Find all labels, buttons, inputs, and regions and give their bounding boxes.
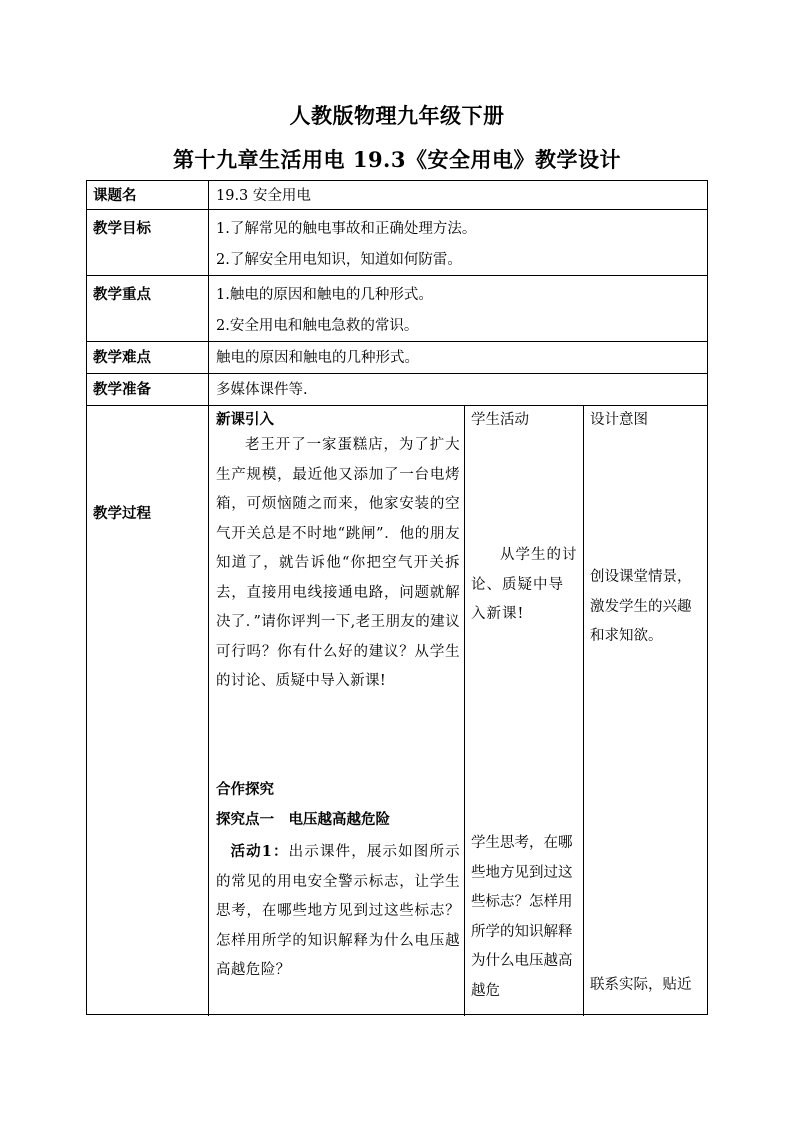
activity1-body: 出示课件，展示如图所示的常见的用电安全警示标志，让学生思考，在哪些地方见到过这些标志？怎样用所学的知识解释为什么电压越高越危险？ (216, 844, 460, 978)
intro-heading: 新课引入 (216, 411, 274, 428)
activity1-text (216, 837, 460, 986)
explore-heading: 合作探究 (216, 781, 274, 798)
row-divider (87, 341, 707, 342)
preparation-label: 教学准备 (93, 381, 151, 398)
goals-label: 教学目标 (93, 220, 151, 237)
student-activity-header: 学生活动 (471, 412, 529, 428)
key-point-item: 1.触电的原因和触电的几种形式。 (216, 287, 433, 303)
intro-text: 老王开了一家蛋糕店，为了扩大生产规模，最近他又添加了一台电烤箱，可烦恼随之而来，他家安装的空气开关总是不时地“跳闸”．他的朋友知道了，就告诉他“你把空气开关拆去，直接用电线接通电路，问题就解决了．”请你评判一下,老王朋友的建议可行吗？你有什么好的建议？从学生的讨论、质疑中导入新课! (216, 437, 460, 689)
activity1-student: 学生思考，在哪些地方见到过这些标志？怎样用所学的知识解释为什么电压越高越危 (471, 835, 573, 999)
topic-label: 课题名 (93, 187, 137, 204)
col-divider (583, 405, 584, 1016)
lesson-plan-table (86, 180, 708, 1015)
activity1-label: 活动1： (230, 843, 289, 860)
activity1-intent: 联系实际，贴近 (590, 977, 692, 993)
preparation-value: 多媒体课件等. (216, 382, 308, 398)
key-points-label: 教学重点 (93, 286, 151, 303)
topic-value: 19.3 安全用电 (216, 188, 311, 204)
process-label: 教学过程 (93, 505, 151, 522)
goal-item: 1.了解常见的触电事故和正确处理方法。 (216, 221, 477, 237)
intro-student-activity: 从学生的讨论、质疑中导入新课! (471, 547, 578, 622)
col-divider (208, 181, 209, 1016)
goal-item: 2.了解安全用电知识，知道如何防雷。 (216, 252, 462, 268)
design-intent-header: 设计意图 (590, 412, 648, 428)
col-divider (464, 405, 465, 1016)
doc-subtitle: 第十九章生活用电 19.3《安全用电》教学设计 (173, 147, 621, 172)
difficulties-label: 教学难点 (93, 349, 151, 366)
intro-design-intent: 创设课堂情景，激发学生的兴趣和求知欲。 (590, 569, 692, 644)
row-divider (87, 373, 707, 374)
point1-heading: 探究点一 电压越高越危险 (216, 811, 390, 828)
row-divider (87, 275, 707, 276)
key-point-item: 2.安全用电和触电急救的常识。 (216, 318, 419, 334)
doc-title: 人教版物理九年级下册 (289, 103, 505, 128)
row-divider (87, 209, 707, 210)
difficulties-value: 触电的原因和触电的几种形式。 (216, 350, 419, 366)
row-divider (87, 405, 707, 406)
